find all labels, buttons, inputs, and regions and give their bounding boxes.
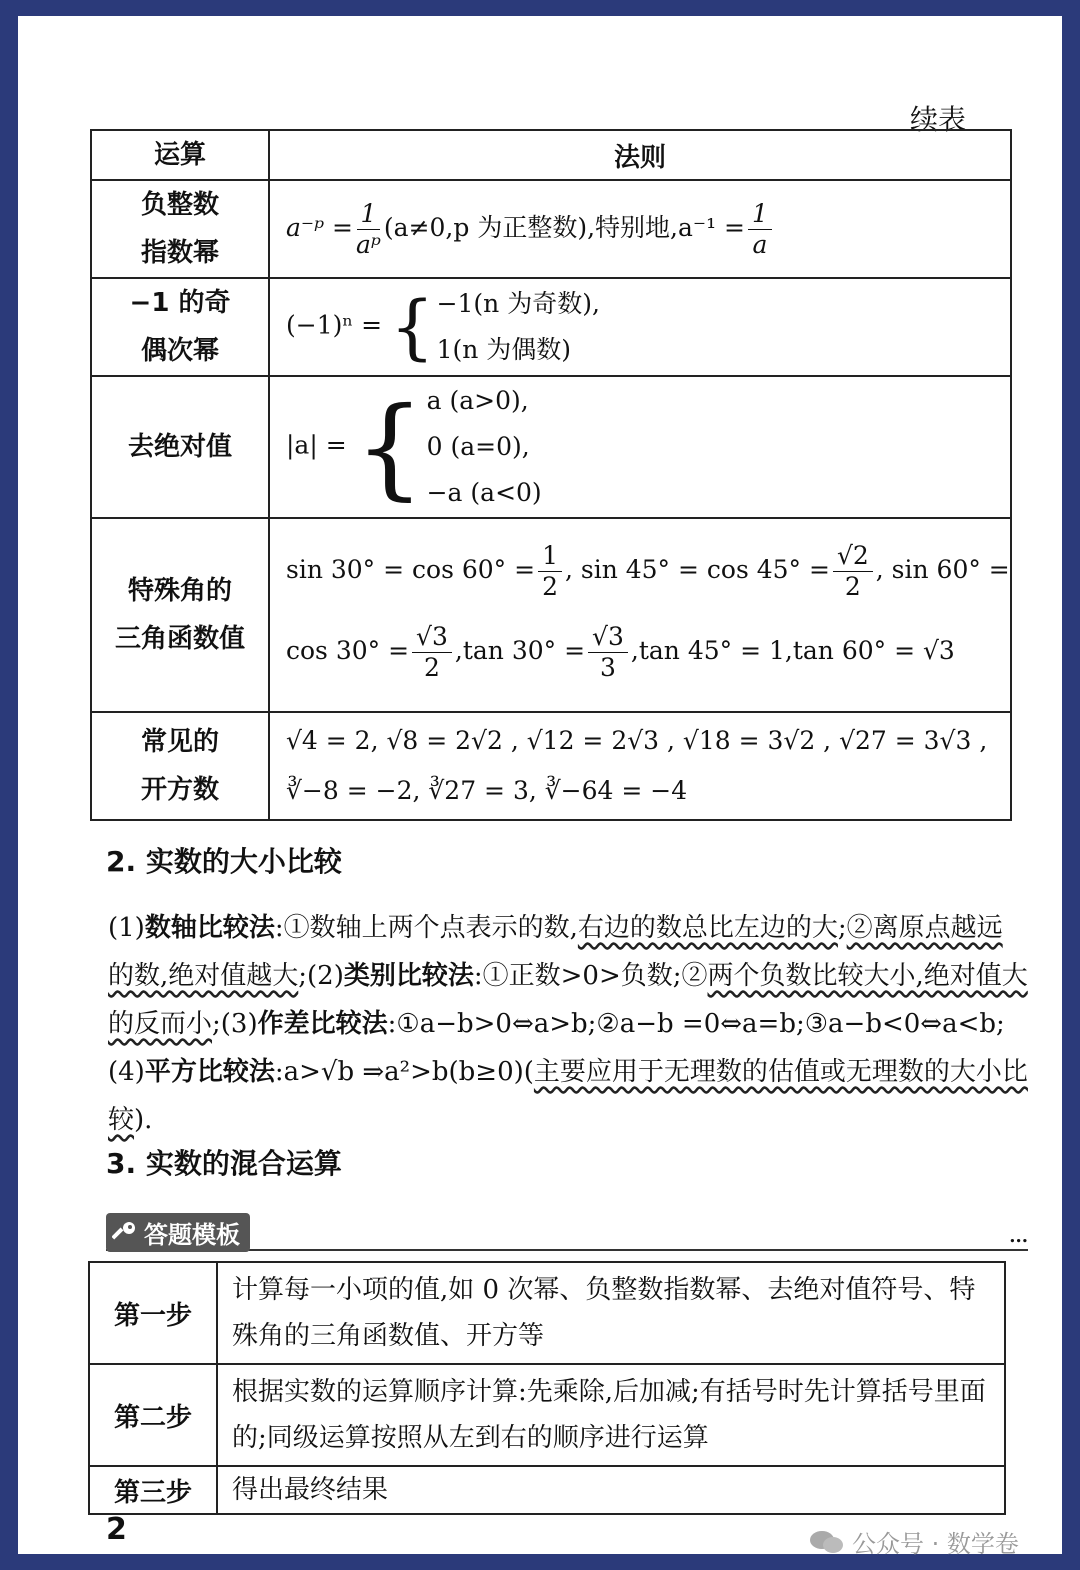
table-row bbox=[91, 278, 1011, 376]
header-rule: 法则 bbox=[269, 130, 1011, 180]
step-label: 第一步 bbox=[89, 1262, 217, 1364]
cases: { −1(n 为奇数), 1(n 为偶数) bbox=[390, 286, 600, 368]
key-icon bbox=[112, 1220, 138, 1246]
dots: ... bbox=[1009, 1226, 1028, 1247]
step-label: 第二步 bbox=[89, 1364, 217, 1466]
table-row bbox=[89, 1262, 1005, 1364]
table-row bbox=[91, 376, 1011, 518]
row-name: 去绝对值 bbox=[91, 376, 269, 518]
watermark: 公众号 · 数学卷 bbox=[808, 1524, 1019, 1559]
section-2-title: 2. 实数的大小比较 bbox=[106, 845, 342, 878]
row-rule: |a| = { a (a>0), 0 (a=0), −a (a<0) bbox=[269, 376, 1011, 518]
rules-table bbox=[90, 129, 1012, 821]
continued-label: 续表 bbox=[910, 103, 967, 136]
page-number: 2 bbox=[106, 1512, 127, 1547]
cases: { a (a>0), 0 (a=0), −a (a<0) bbox=[354, 383, 542, 511]
table-row bbox=[91, 518, 1011, 712]
row-name: 常见的 开方数 bbox=[91, 712, 269, 820]
row-rule: (−1)ⁿ = { −1(n 为奇数), 1(n 为偶数) bbox=[269, 278, 1011, 376]
table-header-row bbox=[91, 130, 1011, 180]
table-row bbox=[89, 1364, 1005, 1466]
fraction: $\frac{1}{a}$ bbox=[748, 199, 772, 260]
template-bar bbox=[106, 1213, 1028, 1251]
step-label: 第三步 bbox=[89, 1466, 217, 1514]
table-row bbox=[89, 1466, 1005, 1514]
section-2-body: (1)数轴比较法:①数轴上两个点表示的数,右边的数总比左边的大;②离原点越远的数,绝对值越大;(2)类别比较法:①正数>0>负数;②两个负数比较大小,绝对值大的反而小;(3)作差比较法:①a−b>0⇔a>b;②a−b =0⇔a=b;③a−b<0⇔a<b;(4)平方比较法:a>√b ⇒a²>b(b≥0)(主要应用于无理数的估值或无理数的大小比较). bbox=[108, 913, 1028, 1135]
table-row bbox=[91, 180, 1011, 278]
row-name: −1 的奇 偶次幂 bbox=[91, 278, 269, 376]
section-3-title: 3. 实数的混合运算 bbox=[106, 1147, 342, 1180]
row-rule: sin 30° = cos 60° = $\frac{1}{2}$ , sin 45° = cos 45° = $\frac{√2}{2}$ , sin 60° = cos 30° = $\frac{√3}{2}$ ,tan 30° = $\frac{√3}{3}$ ,tan 45° = 1,tan 60° = √3 bbox=[269, 518, 1011, 712]
row-name: 特殊角的 三角函数值 bbox=[91, 518, 269, 712]
table-row bbox=[91, 712, 1011, 820]
template-label: 答题模板 bbox=[106, 1213, 250, 1252]
row-name: 负整数 指数幂 bbox=[91, 180, 269, 278]
step-text: 根据实数的运算顺序计算:先乘除,后加减;有括号时先计算括号里面的;同级运算按照从左到右的顺序进行运算 bbox=[217, 1364, 1005, 1466]
header-operation: 运算 bbox=[91, 130, 269, 180]
fraction: $\frac{1}{\text{aᵖ}}$ bbox=[356, 198, 381, 259]
page bbox=[18, 16, 1062, 1558]
step-text: 计算每一小项的值,如 0 次幂、负整数指数幂、去绝对值符号、特殊角的三角函数值、开方等 bbox=[217, 1262, 1005, 1364]
wechat-icon bbox=[808, 1529, 846, 1555]
steps-table bbox=[88, 1261, 1006, 1515]
row-rule: √4 = 2, √8 = 2√2 , √12 = 2√3 , √18 = 3√2 , √27 = 3√3 , ∛−8 = −2, ∛27 = 3, ∛−64 = −4 bbox=[269, 712, 1011, 820]
row-rule: a⁻ᵖ = $\frac{1}{\text{aᵖ}}$ (a≠0,p 为正整数),特别地,a⁻¹ = $\frac{1}{a}$ bbox=[269, 180, 1011, 278]
step-text: 得出最终结果 bbox=[217, 1466, 1005, 1514]
